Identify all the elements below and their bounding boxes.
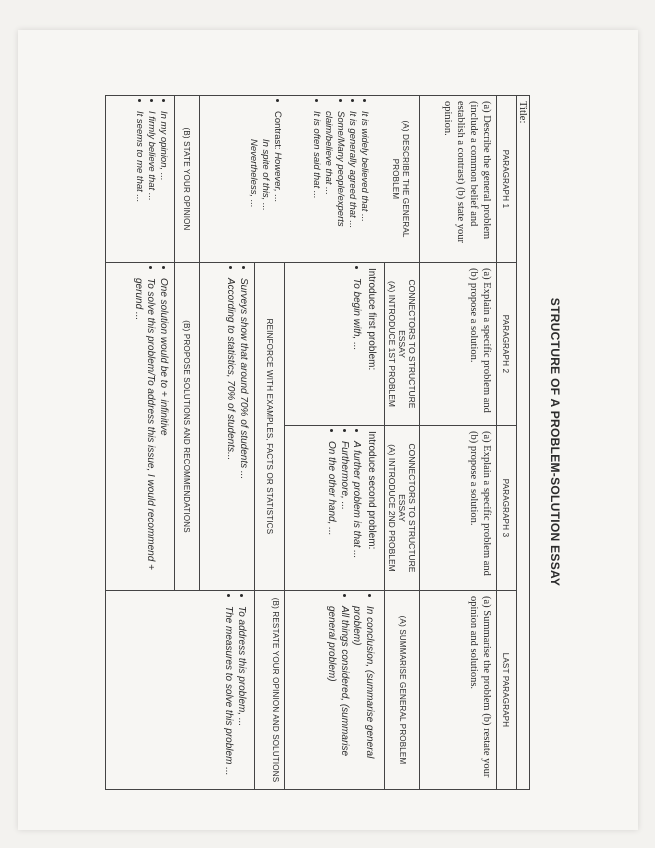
list-item: • Surveys show that around 70% of students ... [237, 278, 250, 585]
list-item: • A further problem is that ... [350, 441, 363, 585]
p2-content [284, 262, 385, 426]
last-content-a [284, 590, 385, 790]
rotated-worksheet [100, 92, 570, 792]
list-item: • One solution would be to + infinitive [157, 278, 170, 585]
p2-sublabel: (A) INTRODUCE 1ST PROBLEM [386, 281, 397, 407]
list-item: • In my opinion, ... [157, 111, 169, 257]
list-item: • To solve this problem/To address this issue, I would recommend + gerund ... [132, 278, 157, 585]
list-item: • According to statistics, 70% of students... [224, 278, 237, 585]
propose-content [105, 262, 175, 591]
reinforce-label: REINFORCE WITH EXAMPLES, FACTS OR STATISTICS [254, 262, 285, 591]
list-item: • In conclusion, (summarise general problem) [350, 606, 375, 784]
list-item: • The measures to solve this problem ... [222, 606, 235, 784]
list-item: • It is generally agreed that ... [346, 111, 358, 257]
p3-intro: Introduce second problem: [366, 431, 377, 550]
contrast-label: Contrast: [271, 111, 283, 150]
last-content-b [105, 590, 255, 790]
last-label-b: (B) RESTATE YOUR OPINION AND SOLUTIONS [254, 590, 285, 790]
contrast-item: However, ... [271, 152, 283, 203]
header-paragraph-2: PARAGRAPH 2 [496, 262, 517, 426]
description-last-paragraph: (a) Summarise the problem (b) restate your opinion and solutions. [419, 590, 497, 790]
p1-label-a: (A) DESCRIBE THE GENERAL PROBLEM [391, 120, 410, 238]
contrast-item: In spite of this, ... [259, 139, 271, 211]
p1-problem-cell [199, 95, 420, 263]
description-paragraph-1: (a) Describe the general problem (include a common belief and establish a contrast) (b) state your opinion. [419, 95, 497, 263]
propose-label: (B) PROPOSE SOLUTIONS AND RECOMMENDATIONS [174, 262, 200, 591]
p1-opinion-cell [105, 95, 175, 263]
description-paragraph-3: (a) Explain a specific problem and (b) propose a solution. [419, 425, 497, 591]
title-label: Title: [517, 101, 528, 124]
title-row [516, 95, 530, 790]
p2-intro: Introduce first problem: [366, 268, 377, 371]
list-item: • I firmly believe that ... [145, 111, 157, 257]
p3-label: CONNECTORS TO STRUCTURE ESSAY [396, 443, 417, 573]
p3-content [284, 425, 385, 591]
p2-label: CONNECTORS TO STRUCTURE ESSAY [396, 279, 417, 409]
list-item: • It seems to me that ... [133, 111, 145, 257]
last-label-a: (A) SUMMARISE GENERAL PROBLEM [384, 590, 420, 790]
worksheet-title: STRUCTURE OF A PROBLEM-SOLUTION ESSAY [548, 297, 562, 587]
list-item: • Furthermore, ... [338, 441, 351, 585]
list-item: • To address this problem, ... [235, 606, 248, 784]
contrast-item: Nevertheless, ... [247, 139, 259, 208]
list-item: • Some/Many people/experts claim/believe that ... [323, 111, 347, 257]
header-paragraph-3: PARAGRAPH 3 [496, 425, 517, 591]
p2-connectors-label [384, 262, 420, 426]
header-paragraph-1: PARAGRAPH 1 [496, 95, 517, 263]
list-item: • It is widely believed that ... [358, 111, 370, 257]
list-item: • To begin with, ... [350, 278, 363, 420]
p3-sublabel: (A) INTRODUCE 2ND PROBLEM [386, 444, 397, 572]
reinforce-content [199, 262, 255, 591]
header-last-paragraph: LAST PARAGRAPH [496, 590, 517, 790]
p3-connectors-label [384, 425, 420, 591]
list-item: • All things considered, (summarise general problem) [325, 606, 350, 784]
description-paragraph-2: (a) Explain a specific problem and (b) propose a solution. [419, 262, 497, 426]
list-item: • On the other hand, ... [325, 441, 338, 585]
list-item: • It is often said that ... [311, 111, 323, 257]
p1-label-b: (B) STATE YOUR OPINION [174, 95, 200, 263]
